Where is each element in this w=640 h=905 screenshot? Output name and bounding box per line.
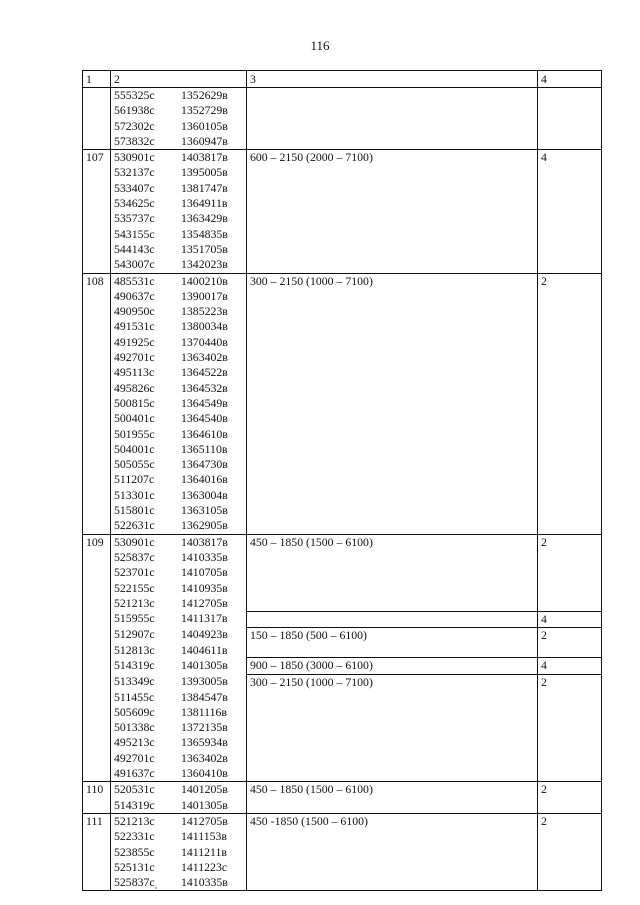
latitude-value: 561938с bbox=[114, 103, 155, 118]
coordinate-cell bbox=[111, 690, 247, 705]
latitude-value: 492701с bbox=[114, 750, 155, 765]
latitude-value: 512907с bbox=[114, 627, 155, 642]
longitude-value: 1393005в bbox=[181, 674, 228, 689]
latitude-value: 495826с bbox=[114, 380, 155, 395]
coordinate-pair bbox=[114, 766, 243, 781]
longitude-value: 1401305в bbox=[181, 657, 228, 672]
class-value: 4 bbox=[538, 150, 602, 273]
header-col-3: 3 bbox=[247, 71, 538, 88]
latitude-value: 513301с bbox=[114, 487, 155, 502]
coordinate-cell bbox=[111, 88, 247, 104]
class-value: 2 bbox=[538, 813, 602, 890]
longitude-value: 1412705в bbox=[181, 813, 228, 828]
class-value bbox=[538, 88, 602, 150]
coordinate-pair bbox=[114, 181, 243, 196]
coordinate-pair bbox=[114, 165, 243, 180]
longitude-value: 1363402в bbox=[181, 750, 228, 765]
longitude-value: 1411317в bbox=[181, 611, 228, 626]
class-value: 2 bbox=[538, 534, 602, 611]
longitude-value: 1360947в bbox=[181, 133, 228, 148]
coordinate-cell bbox=[111, 289, 247, 304]
longitude-value: 1401305в bbox=[181, 797, 228, 812]
longitude-value: 1411153в bbox=[181, 829, 227, 844]
longitude-value: 1362905в bbox=[181, 518, 228, 533]
class-value: 4 bbox=[538, 611, 602, 627]
longitude-value: 1354835в bbox=[181, 226, 228, 241]
coordinate-pair bbox=[114, 488, 243, 503]
coordinate-pair bbox=[114, 565, 243, 580]
altitude-range bbox=[247, 88, 538, 150]
class-value: 4 bbox=[538, 658, 602, 674]
coordinate-cell bbox=[111, 766, 247, 782]
row-number: 110 bbox=[83, 782, 111, 814]
table-row bbox=[83, 627, 602, 642]
longitude-value: 1380034в bbox=[181, 319, 228, 334]
coordinate-cell bbox=[111, 257, 247, 273]
table-row bbox=[83, 150, 602, 166]
table-body bbox=[83, 88, 602, 891]
latitude-value: 491637с bbox=[114, 766, 155, 781]
coordinate-cell bbox=[111, 488, 247, 503]
longitude-value: 1410335в bbox=[181, 549, 228, 564]
latitude-value: 505609с bbox=[114, 704, 155, 719]
latitude-value: 520531с bbox=[114, 782, 155, 797]
table-row bbox=[83, 88, 602, 104]
row-number: 107 bbox=[83, 150, 111, 273]
coordinate-cell bbox=[111, 165, 247, 180]
longitude-value: 1412705в bbox=[181, 595, 228, 610]
coordinate-pair bbox=[114, 720, 243, 735]
header-row bbox=[83, 71, 602, 88]
latitude-value: 523855с bbox=[114, 844, 155, 859]
coordinate-pair bbox=[114, 705, 243, 720]
coordinate-cell bbox=[111, 319, 247, 334]
latitude-value: 535737с bbox=[114, 211, 155, 226]
row-number: 108 bbox=[83, 273, 111, 534]
latitude-value: 525131с bbox=[114, 859, 155, 874]
coordinate-cell bbox=[111, 813, 247, 829]
coordinate-cell bbox=[111, 119, 247, 134]
coordinate-pair bbox=[114, 381, 243, 396]
longitude-value: 1364549в bbox=[181, 395, 228, 410]
latitude-value: 495213с bbox=[114, 735, 155, 750]
coordinate-pair bbox=[114, 211, 243, 226]
coordinate-pair bbox=[114, 257, 243, 272]
coordinate-cell bbox=[111, 565, 247, 580]
table-row bbox=[83, 534, 602, 550]
table-row bbox=[83, 611, 602, 627]
latitude-value: 501955с bbox=[114, 426, 155, 441]
header-col-1: 1 bbox=[83, 71, 111, 88]
latitude-value: 555325с bbox=[114, 88, 155, 102]
coordinate-pair bbox=[114, 798, 243, 813]
coordinate-cell bbox=[111, 550, 247, 565]
table-row bbox=[83, 658, 602, 674]
latitude-value: 530901с bbox=[114, 150, 155, 165]
class-value: 2 bbox=[538, 782, 602, 814]
latitude-value: 512813с bbox=[114, 642, 155, 657]
latitude-value: 532137с bbox=[114, 165, 155, 180]
coordinate-pair bbox=[114, 242, 243, 257]
coordinate-cell bbox=[111, 427, 247, 442]
coordinate-pair bbox=[114, 442, 243, 457]
coordinate-cell bbox=[111, 150, 247, 166]
latitude-value: 491925с bbox=[114, 334, 155, 349]
longitude-value: 1404923в bbox=[181, 627, 228, 642]
coordinate-pair bbox=[114, 350, 243, 365]
latitude-value: 522331с bbox=[114, 829, 155, 844]
latitude-value: 522631с bbox=[114, 518, 155, 533]
coordinate-pair bbox=[114, 274, 243, 289]
coordinate-pair bbox=[114, 581, 243, 596]
coordinate-pair bbox=[114, 289, 243, 304]
latitude-value: 530901с bbox=[114, 534, 155, 549]
longitude-value: 1364610в bbox=[181, 426, 228, 441]
row-number: 109 bbox=[83, 534, 111, 782]
latitude-value: 523701с bbox=[114, 565, 155, 580]
longitude-value: 1363105в bbox=[181, 503, 228, 518]
coordinate-pair bbox=[114, 596, 243, 611]
coordinate-pair bbox=[114, 335, 243, 350]
coordinate-cell bbox=[111, 860, 247, 875]
coordinate-pair bbox=[114, 674, 243, 689]
latitude-value: 504001с bbox=[114, 441, 155, 456]
coordinate-pair bbox=[114, 782, 243, 797]
latitude-value: 573832с bbox=[114, 133, 155, 148]
altitude-range: 300 – 2150 (1000 – 7100) bbox=[247, 273, 538, 534]
coordinate-pair bbox=[114, 860, 243, 875]
coordinate-cell bbox=[111, 518, 247, 534]
coordinate-cell bbox=[111, 242, 247, 257]
coordinate-pair bbox=[114, 319, 243, 334]
coordinate-pair bbox=[114, 643, 243, 658]
latitude-value: 511455с bbox=[114, 689, 155, 704]
longitude-value: 1372135в bbox=[181, 720, 228, 735]
coordinate-pair bbox=[114, 150, 243, 165]
page-number: 116 bbox=[310, 38, 330, 53]
coordinate-pair bbox=[114, 304, 243, 319]
coordinate-cell bbox=[111, 720, 247, 735]
latitude-value: 500815с bbox=[114, 395, 155, 410]
coordinate-cell bbox=[111, 134, 247, 150]
altitude-range: 300 – 2150 (1000 – 7100) bbox=[247, 674, 538, 782]
coordinate-pair bbox=[114, 134, 243, 149]
coordinate-pair bbox=[114, 227, 243, 242]
header-col-4: 4 bbox=[538, 71, 602, 88]
coordinate-pair bbox=[114, 611, 243, 626]
longitude-value: 1364522в bbox=[181, 365, 228, 380]
coordinate-pair bbox=[114, 103, 243, 118]
table-row bbox=[83, 273, 602, 289]
longitude-value: 1381116в bbox=[181, 704, 227, 719]
latitude-value: 521213с bbox=[114, 813, 155, 828]
longitude-value: 1364730в bbox=[181, 457, 228, 472]
latitude-value: 534625с bbox=[114, 196, 155, 211]
coordinate-cell bbox=[111, 751, 247, 766]
coordinate-pair bbox=[114, 658, 243, 673]
coordinate-cell bbox=[111, 705, 247, 720]
coordinate-pair bbox=[114, 751, 243, 766]
header-col-2: 2 bbox=[111, 71, 247, 88]
latitude-value: 501338с bbox=[114, 720, 155, 735]
coordinate-pair bbox=[114, 88, 243, 103]
coordinate-pair bbox=[114, 550, 243, 565]
scan-speck bbox=[155, 887, 157, 889]
coordinate-cell bbox=[111, 181, 247, 196]
coordinate-pair bbox=[114, 503, 243, 518]
table-row bbox=[83, 782, 602, 798]
class-value: 2 bbox=[538, 674, 602, 782]
longitude-value: 1400210в bbox=[181, 273, 228, 288]
latitude-value: 490950с bbox=[114, 304, 155, 319]
longitude-value: 1411223с bbox=[181, 859, 228, 874]
longitude-value: 1364016в bbox=[181, 472, 228, 487]
coordinate-cell bbox=[111, 503, 247, 518]
latitude-value: 543007с bbox=[114, 257, 155, 272]
latitude-value: 543155с bbox=[114, 226, 155, 241]
coordinate-pair bbox=[114, 427, 243, 442]
longitude-value: 1403817в bbox=[181, 534, 228, 549]
latitude-value: 522155с bbox=[114, 580, 155, 595]
coordinate-cell bbox=[111, 457, 247, 472]
longitude-value: 1401205в bbox=[181, 782, 228, 797]
latitude-value: 490637с bbox=[114, 288, 155, 303]
coordinate-cell bbox=[111, 627, 247, 642]
coordinate-pair bbox=[114, 196, 243, 211]
coordinate-pair bbox=[114, 119, 243, 134]
altitude-range: 450 – 1850 (1500 – 6100) bbox=[247, 782, 538, 814]
longitude-value: 1363429в bbox=[181, 211, 228, 226]
longitude-value: 1363402в bbox=[181, 350, 228, 365]
longitude-value: 1410705в bbox=[181, 565, 228, 580]
table-row bbox=[83, 813, 602, 829]
longitude-value: 1365934в bbox=[181, 735, 228, 750]
coordinate-cell bbox=[111, 472, 247, 487]
latitude-value: 500401с bbox=[114, 411, 155, 426]
latitude-value: 525837с bbox=[114, 875, 155, 890]
longitude-value: 1351705в bbox=[181, 241, 228, 256]
coordinate-pair bbox=[114, 845, 243, 860]
coordinate-cell bbox=[111, 875, 247, 891]
altitude-range: 450 -1850 (1500 – 6100) bbox=[247, 813, 538, 890]
longitude-value: 1364911в bbox=[181, 196, 228, 211]
coordinate-pair bbox=[114, 875, 243, 890]
coordinate-cell bbox=[111, 304, 247, 319]
coordinate-cell bbox=[111, 396, 247, 411]
altitude-range: 450 – 1850 (1500 – 6100) bbox=[247, 534, 538, 611]
coordinate-cell bbox=[111, 845, 247, 860]
coordinate-pair bbox=[114, 518, 243, 533]
row-number: 111 bbox=[83, 813, 111, 890]
coordinate-cell bbox=[111, 581, 247, 596]
longitude-value: 1381747в bbox=[181, 180, 228, 195]
longitude-value: 1384547в bbox=[181, 689, 228, 704]
latitude-value: 514319с bbox=[114, 657, 155, 672]
longitude-value: 1404611в bbox=[181, 642, 228, 657]
latitude-value: 525837с bbox=[114, 549, 155, 564]
coordinate-pair bbox=[114, 457, 243, 472]
longitude-value: 1410335в bbox=[181, 875, 228, 890]
latitude-value: 513349с bbox=[114, 674, 155, 689]
longitude-value: 1364532в bbox=[181, 380, 228, 395]
coordinate-cell bbox=[111, 335, 247, 350]
coordinate-pair bbox=[114, 535, 243, 550]
latitude-value: 514319с bbox=[114, 797, 155, 812]
longitude-value: 1410935в bbox=[181, 580, 228, 595]
row-number bbox=[83, 88, 111, 150]
coordinate-cell bbox=[111, 381, 247, 396]
coordinate-pair bbox=[114, 365, 243, 380]
latitude-value: 505055с bbox=[114, 457, 155, 472]
latitude-value: 521213с bbox=[114, 595, 155, 610]
latitude-value: 511207с bbox=[114, 472, 155, 487]
longitude-value: 1403817в bbox=[181, 150, 228, 165]
latitude-value: 515955с bbox=[114, 611, 155, 626]
altitude-range: 150 – 1850 (500 – 6100) bbox=[247, 627, 538, 658]
coordinate-pair bbox=[114, 396, 243, 411]
coordinate-cell bbox=[111, 196, 247, 211]
coordinate-pair bbox=[114, 829, 243, 844]
longitude-value: 1352629в bbox=[181, 88, 228, 102]
latitude-value: 491531с bbox=[114, 319, 155, 334]
latitude-value: 495113с bbox=[114, 365, 155, 380]
longitude-value: 1342023в bbox=[181, 257, 228, 272]
coordinate-cell bbox=[111, 411, 247, 426]
longitude-value: 1360410в bbox=[181, 766, 228, 781]
coordinate-cell bbox=[111, 442, 247, 457]
latitude-value: 544143с bbox=[114, 241, 155, 256]
longitude-value: 1411211в bbox=[181, 844, 227, 859]
altitude-range bbox=[247, 611, 538, 627]
coordinate-cell bbox=[111, 103, 247, 118]
coordinate-cell bbox=[111, 658, 247, 674]
coordinate-pair bbox=[114, 472, 243, 487]
latitude-value: 572302с bbox=[114, 118, 155, 133]
coordinate-cell bbox=[111, 273, 247, 289]
class-value: 2 bbox=[538, 627, 602, 658]
coordinate-cell bbox=[111, 829, 247, 844]
longitude-value: 1364540в bbox=[181, 411, 228, 426]
longitude-value: 1395005в bbox=[181, 165, 228, 180]
altitude-range: 600 – 2150 (2000 – 7100) bbox=[247, 150, 538, 273]
latitude-value: 485531с bbox=[114, 273, 155, 288]
coordinate-cell bbox=[111, 782, 247, 798]
coordinate-pair bbox=[114, 735, 243, 750]
coordinate-pair bbox=[114, 814, 243, 829]
longitude-value: 1370440в bbox=[181, 334, 228, 349]
coordinate-cell bbox=[111, 211, 247, 226]
coordinate-cell bbox=[111, 798, 247, 814]
coordinate-cell bbox=[111, 735, 247, 750]
coordinate-cell bbox=[111, 227, 247, 242]
altitude-range: 900 – 1850 (3000 – 6100) bbox=[247, 658, 538, 674]
table-row bbox=[83, 674, 602, 689]
latitude-value: 533407с bbox=[114, 180, 155, 195]
longitude-value: 1390017в bbox=[181, 288, 228, 303]
longitude-value: 1365110в bbox=[181, 441, 228, 456]
coordinate-cell bbox=[111, 643, 247, 658]
airspace-table bbox=[82, 70, 602, 891]
coordinate-cell bbox=[111, 596, 247, 611]
longitude-value: 1352729в bbox=[181, 103, 228, 118]
coordinate-cell bbox=[111, 611, 247, 627]
coordinate-cell bbox=[111, 534, 247, 550]
coordinate-cell bbox=[111, 674, 247, 689]
latitude-value: 492701с bbox=[114, 350, 155, 365]
longitude-value: 1385223в bbox=[181, 304, 228, 319]
coordinate-cell bbox=[111, 350, 247, 365]
coordinate-pair bbox=[114, 627, 243, 642]
longitude-value: 1363004в bbox=[181, 487, 228, 502]
coordinate-cell bbox=[111, 365, 247, 380]
latitude-value: 515801с bbox=[114, 503, 155, 518]
coordinate-pair bbox=[114, 411, 243, 426]
class-value: 2 bbox=[538, 273, 602, 534]
coordinate-pair bbox=[114, 690, 243, 705]
longitude-value: 1360105в bbox=[181, 118, 228, 133]
